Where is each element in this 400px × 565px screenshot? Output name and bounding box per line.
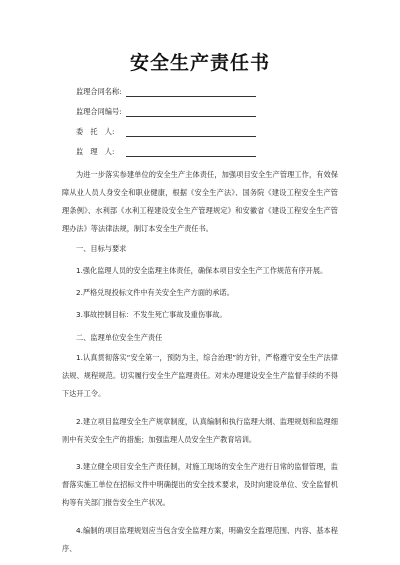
- section-2-item-4: 4.编制的项目监理规划应当包含安全监理方案，明确安全监理范围、内容、基本程序、: [62, 526, 338, 553]
- supervisor-label: 监 理 人:: [76, 147, 115, 156]
- contract-number-blank[interactable]: [126, 116, 256, 117]
- client-blank[interactable]: [126, 136, 256, 137]
- contract-number-field: [76, 106, 124, 118]
- contract-name-blank[interactable]: [126, 96, 256, 97]
- supervisor-field: [76, 146, 124, 158]
- document-title: 安全生产责任书: [129, 52, 270, 74]
- contract-number-label: 监理合同编号:: [76, 107, 122, 116]
- section-1-item-1: 1.强化监理人员的安全监理主体责任，确保本项目安全生产工作规范有序开展。: [76, 266, 328, 275]
- section-1-item-3: 3.事故控制目标：不发生死亡事故及重伤事故。: [76, 310, 227, 319]
- client-field: [76, 126, 124, 138]
- contract-name-label: 监理合同名称:: [76, 87, 122, 96]
- section-2-item-3: 3.建立健全项目安全生产责任制，对施工现场的安全生产进行日常的监督管理，监督落实施工单位在招标文件中明确提出的安全技术要求，及时向建设单位、安全监督机构等有关部门报告安全生产状况。: [62, 462, 338, 507]
- section-2-item-1: 1.认真贯彻落实“安全第一，预防为主，综合治理”的方针，严格遵守安全生产法律法规、规程规范。切实履行安全生产监理责任。对未办理建设安全生产监督手续的不得下达开工令。: [62, 353, 338, 398]
- supervisor-blank[interactable]: [126, 156, 256, 157]
- section-2-item-2: 2.建立项目监理安全生产规章制度，认真编制和执行监理大纲、监理规划和监理细则中有关安全生产的措施；加强监理人员安全生产教育培训。: [62, 417, 338, 444]
- section-1-heading: 一、目标与要求: [76, 244, 127, 253]
- section-1-item-2: 2.严格兑现投标文件中有关安全生产方面的承诺。: [76, 288, 234, 297]
- client-label: 委 托 人:: [76, 127, 115, 136]
- intro-paragraph: 为进一步落实参建单位的安全生产主体责任，加强项目安全生产管理工作，有效保障从业人员人身安全和职业健康，根据《安全生产法》、国务院《建设工程安全生产管理条例》、水利部《水利工程建设安全生产管理规定》和安徽省《建设工程安全生产管理办法》等法律法规，制订本安全生产责任书。: [62, 170, 338, 233]
- contract-name-field: [76, 86, 124, 98]
- section-2-heading: 二、监理单位安全生产责任: [76, 333, 163, 342]
